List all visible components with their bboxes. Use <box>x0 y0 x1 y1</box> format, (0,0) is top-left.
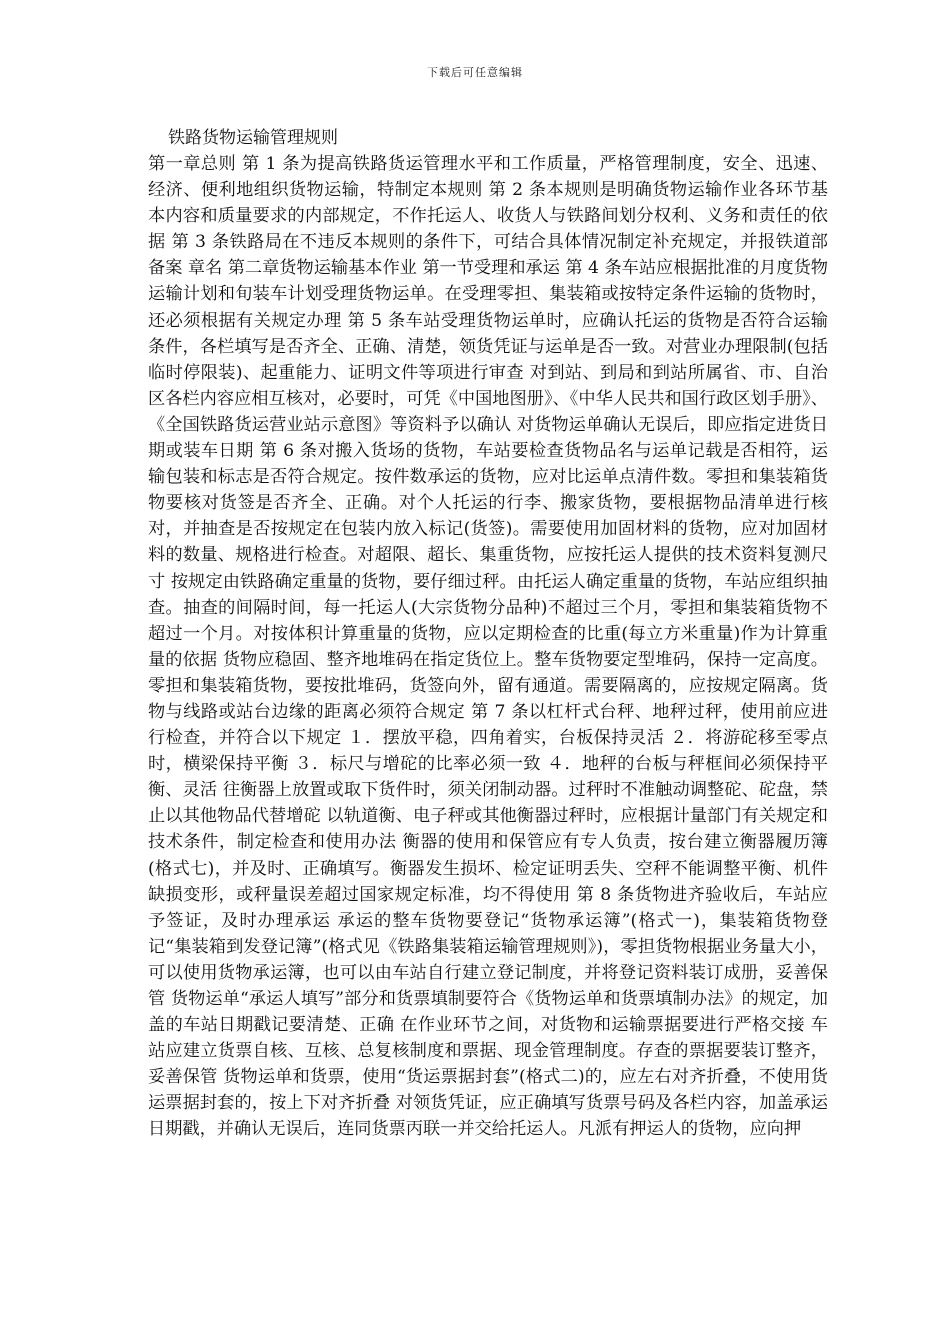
page-header-note: 下载后可任意编辑 <box>427 66 523 79</box>
document-title: 铁路货物运输管理规则 <box>168 128 338 148</box>
document-body: 第一章总则 第 1 条为提高铁路货运管理水平和工作质量，严格管理制度，安全、迅速、经济、便利地组织货物运输，特制定本规则 第 2 条本规则是明确货物运输作业各环节基本内容和质量要求的内部规定，不作托运人、收货人与铁路间划分权利、义务和责任的依据 第 3 条铁路局在不违反本规则的条件下，可结合具体情况制定补充规定，并报铁道部备案 章名 第二章货物运输基本作业 第一节受理和承运 第 4 条车站应根据批准的月度货物运输计划和旬装车计划受理货物运单。在受理零担、集装箱或按特定条件运输的货物时，还必须根据有关规定办理 第 5 条车站受理货物运单时，应确认托运的货物是否符合运输条件，各栏填写是否齐全、正确、清楚，领货凭证与运单是否一致。对营业办理限制(包括临时停限装)、起重能力、证明文件等项进行审查 对到站、到局和到站所属省、市、自治区各栏内容应相互核对，必要时，可凭《中国地图册》、《中华人民共和国行政区划手册》、《全国铁路货运营业站示意图》等资料予以确认 对货物运单确认无误后，即应指定进货日期或装车日期 第 6 条对搬入货场的货物，车站要检查货物品名与运单记载是否相符，运输包装和标志是否符合规定。按件数承运的货物，应对比运单点清件数。零担和集装箱货物要核对货签是否齐全、正确。对个人托运的行李、搬家货物，要根据物品清单进行核对，并抽查是否按规定在包装内放入标记(货签)。需要使用加固材料的货物，应对加固材料的数量、规格进行检查。对超限、超长、集重货物，应按托运人提供的技术资料复测尺寸 按规定由铁路确定重量的货物，要仔细过秤。由托运人确定重量的货物，车站应组织抽查。抽查的间隔时间，每一托运人(大宗货物分品种)不超过三个月，零担和集装箱货物不超过一个月。对按体积计算重量的货物，应以定期检查的比重(每立方米重量)作为计算重量的依据 货物应稳固、整齐地堆码在指定货位上。整车货物要定型堆码，保持一定高度。零担和集装箱货物，要按批堆码，货签向外，留有通道。需要隔离的，应按规定隔离。货物与线路或站台边缘的距离必须符合规定 第 7 条以杠杆式台秤、地秤过秤，使用前应进行检查，并符合以下规定 １．摆放平稳，四角着实，台板保持灵活 ２．将游砣移至零点时，横梁保持平衡 ３．标尺与增砣的比率必须一致 ４．地秤的台板与秤框间必须保持平衡、灵活 往衡器上放置或取下货件时，须关闭制动器。过秤时不准触动调整砣、砣盘，禁止以其他物品代替增砣 以轨道衡、电子秤或其他衡器过秤时，应根据计量部门有关规定和技术条件，制定检查和使用办法 衡器的使用和保管应有专人负责，按台建立衡器履历簿(格式七)，并及时、正确填写。衡器发生损坏、检定证明丢失、空秤不能调整平衡、机件缺损变形，或秤量误差超过国家规定标准，均不得使用 第 8 条货物进齐验收后，车站应予签证，及时办理承运 承运的整车货物要登记“货物承运簿”(格式一)，集装箱货物登记“集装箱到发登记簿”(格式见《铁路集装箱运输管理规则》)，零担货物根据业务量大小，可以使用货物承运簿，也可以由车站自行建立登记制度，并将登记资料装订成册，妥善保管 货物运单“承运人填写”部分和货票填制要符合《货物运单和货票填制办法》的规定，加盖的车站日期戳记要清楚、正确 在作业环节之间，对货物和运输票据要进行严格交接 车站应建立货票自核、互核、总复核制度和票据、现金管理制度。存查的票据要装订整齐，妥善保管 货物运单和货票，使用“货运票据封套”(格式二)的，应左右对齐折叠，不使用货运票据封套的，按上下对齐折叠 对领货凭证，应正确填写货票号码及各栏内容，加盖承运日期戳，并确认无误后，连同货票丙联一并交给托运人。凡派有押运人的货物，应向押 <box>148 154 828 1140</box>
